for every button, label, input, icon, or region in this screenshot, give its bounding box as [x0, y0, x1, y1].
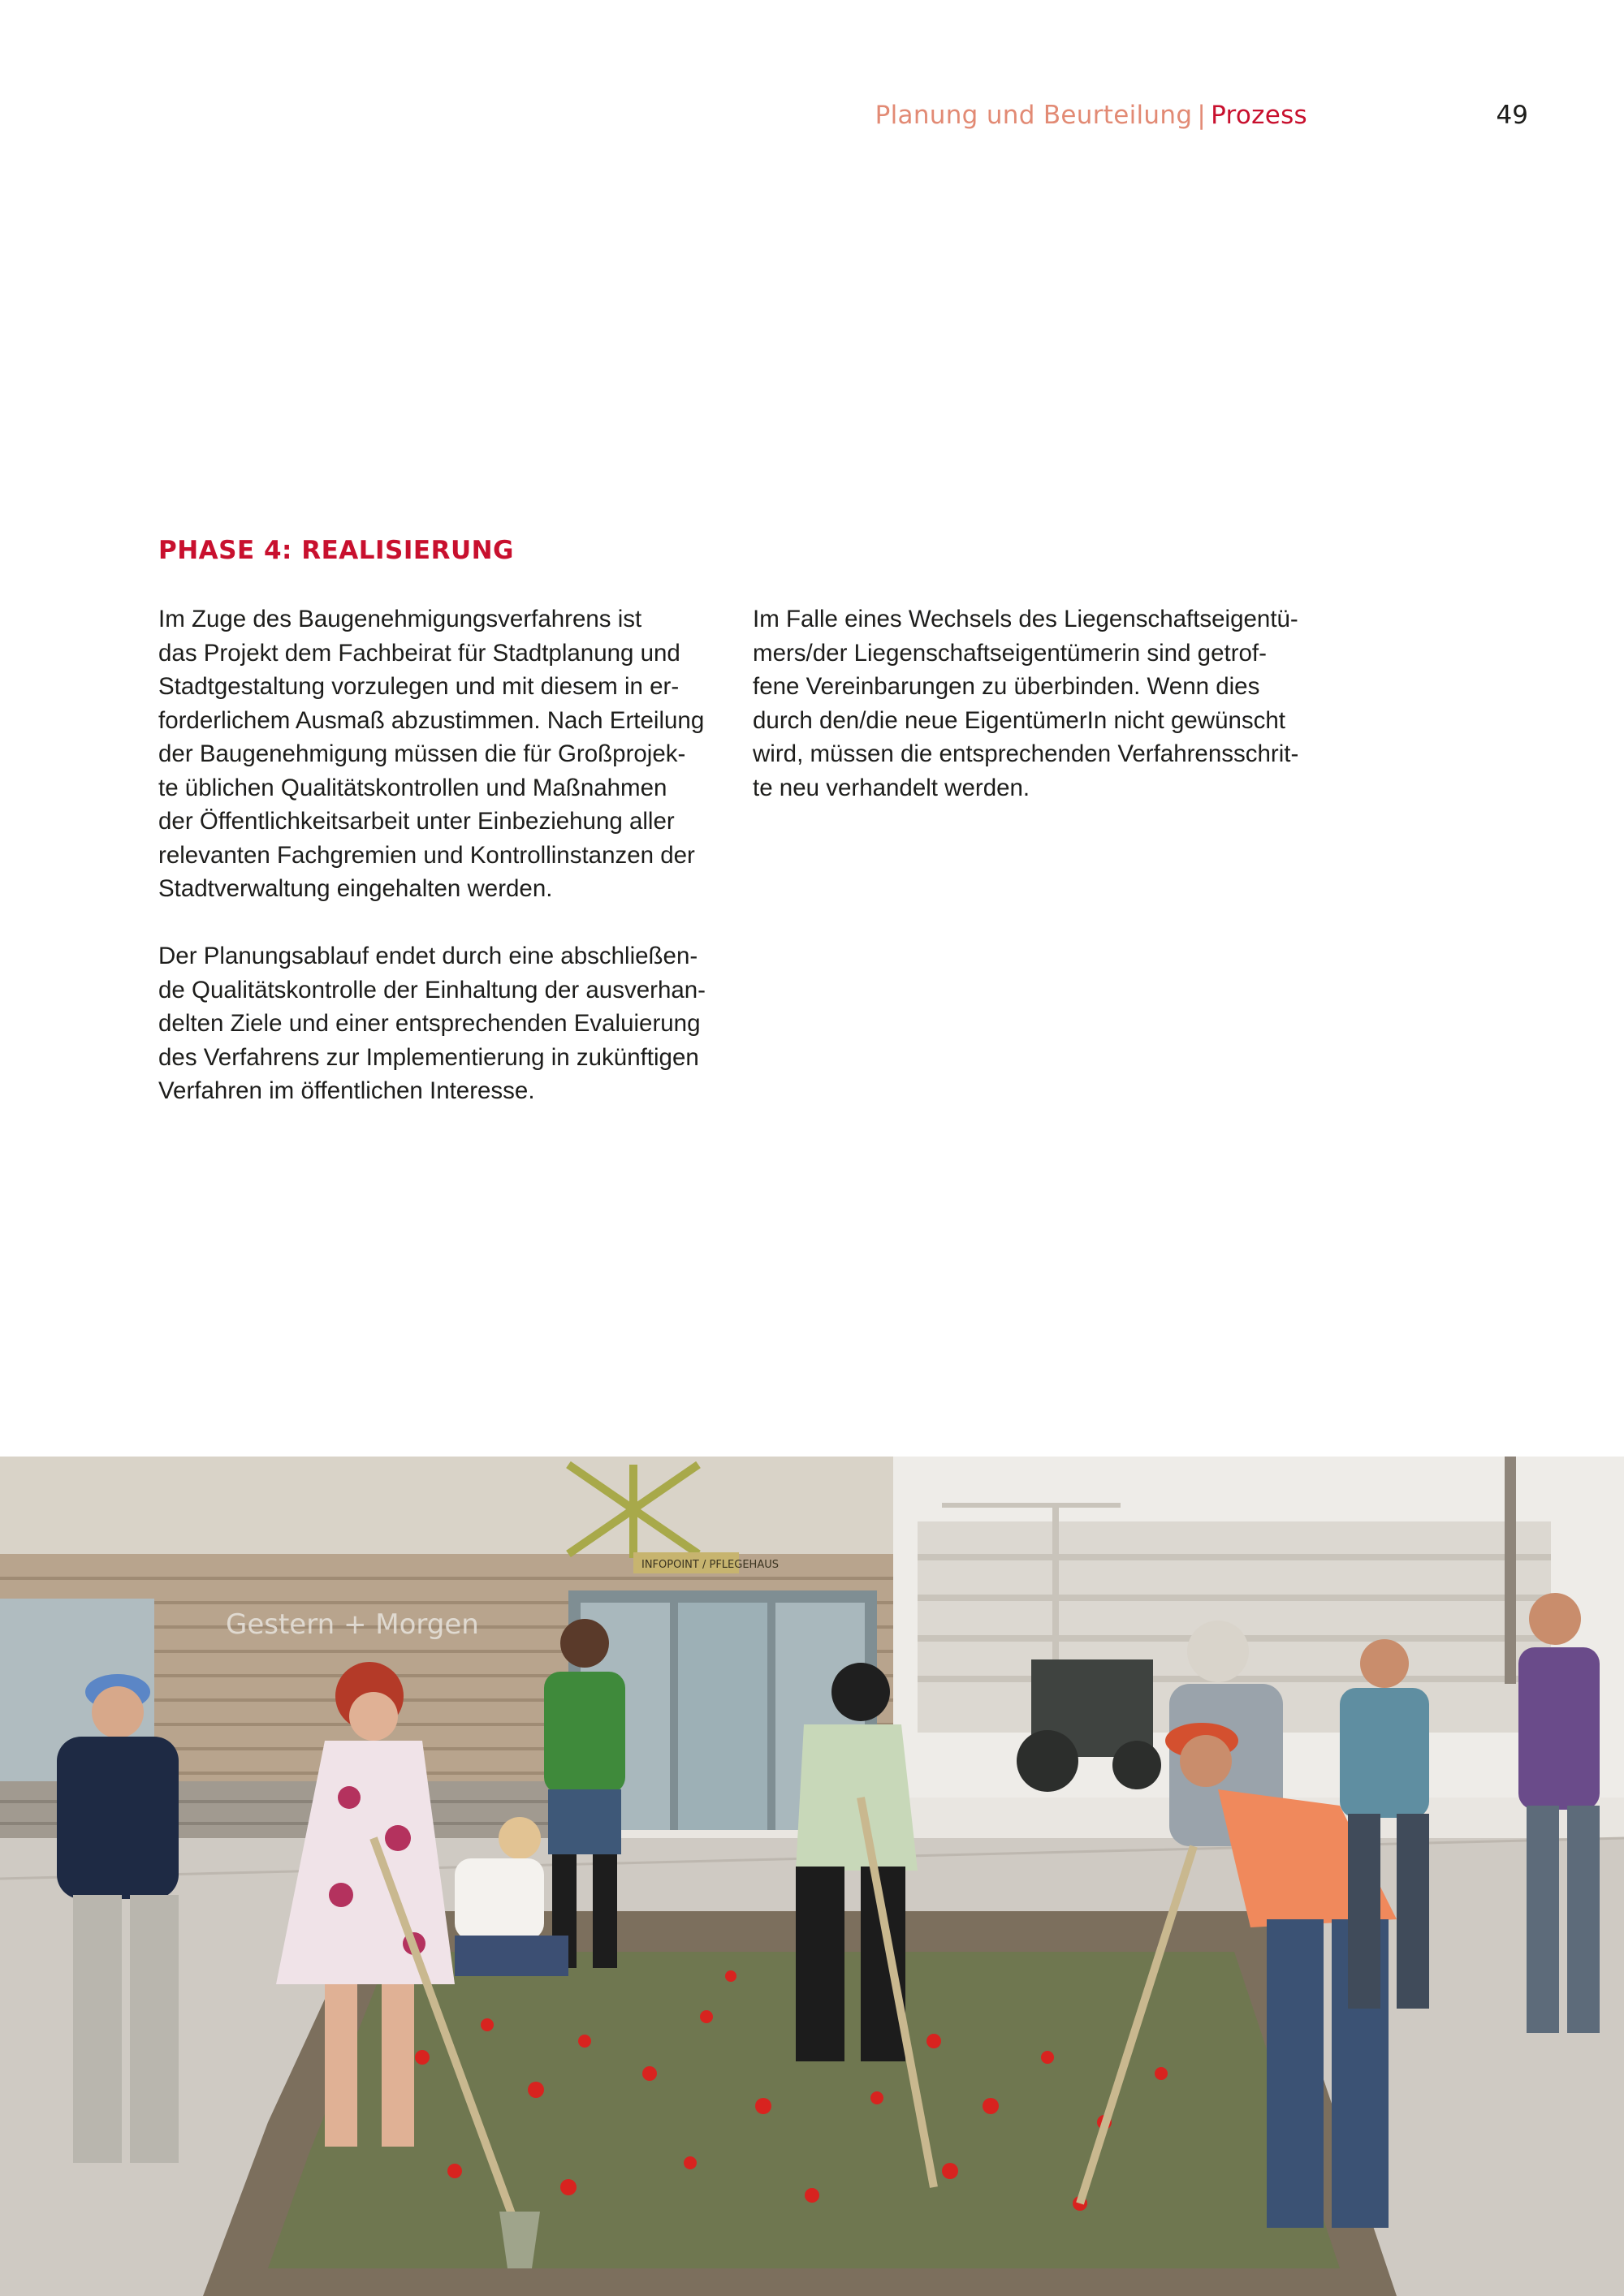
community-gardening-photo — [0, 1457, 1624, 2296]
right-paragraph-1 — [753, 602, 1313, 805]
text-line: Im Falle eines Wechsels des Liegenschaftseigentü- — [753, 606, 1298, 632]
text-line: delten Ziele und einer entsprechenden Evaluierung — [158, 1010, 701, 1037]
text-line: der Baugenehmigung müssen die für Großprojek- — [158, 740, 686, 767]
text-line: der Öffentlichkeitsarbeit unter Einbeziehung aller — [158, 808, 675, 835]
small-sign-text: INFOPOINT / PFLEGEHAUS — [641, 1559, 779, 1571]
text-line: forderlichem Ausmaß abzustimmen. Nach Erteilung — [158, 706, 705, 734]
text-line: Der Planungsablauf endet durch eine abschließen- — [158, 943, 698, 969]
right-column — [753, 602, 1313, 805]
photo-illustration — [0, 1457, 1624, 2296]
text-line: des Verfahrens zur Implementierung in zukünftigen — [158, 1043, 699, 1071]
running-header — [875, 101, 1307, 130]
header-section: Planung und Beurteilung — [875, 101, 1193, 130]
person-purple-shirt — [1518, 1593, 1600, 2033]
text-line: das Projekt dem Fachbeirat für Stadtplanung und — [158, 639, 680, 667]
text-line: wird, müssen die entsprechenden Verfahrensschrit- — [753, 740, 1299, 767]
text-line: mers/der Liegenschaftseigentümerin sind getrof- — [753, 639, 1267, 667]
header-topic: Prozess — [1211, 101, 1307, 130]
text-line: de Qualitätskontrolle der Einhaltung der ausverhan- — [158, 976, 706, 1003]
wall-sign-text: Gestern + Morgen — [226, 1608, 479, 1641]
text-line: Verfahren im öffentlichen Interesse. — [158, 1077, 535, 1104]
text-line: te neu verhandelt werden. — [753, 774, 1030, 801]
left-paragraph-1 — [158, 602, 719, 906]
page-number: 49 — [1496, 101, 1528, 130]
person-blue-cap — [57, 1674, 179, 2163]
text-line: Im Zuge des Baugenehmigungsverfahrens ist — [158, 606, 642, 632]
text-line: Stadtverwaltung eingehalten werden. — [158, 875, 553, 902]
left-column — [158, 602, 719, 1108]
text-line: relevanten Fachgremien und Kontrollinstanzen der — [158, 841, 695, 869]
phase-heading: PHASE 4: REALISIERUNG — [158, 536, 515, 565]
text-line: durch den/die neue EigentümerIn nicht gewünscht — [753, 706, 1285, 734]
text-line: fene Vereinbarungen zu überbinden. Wenn dies — [753, 673, 1260, 700]
text-line: te üblichen Qualitätskontrollen und Maßnahmen — [158, 774, 667, 801]
header-separator: | — [1197, 101, 1207, 130]
text-line: Stadtgestaltung vorzulegen und mit diesem in er- — [158, 673, 680, 700]
left-paragraph-2 — [158, 939, 719, 1108]
